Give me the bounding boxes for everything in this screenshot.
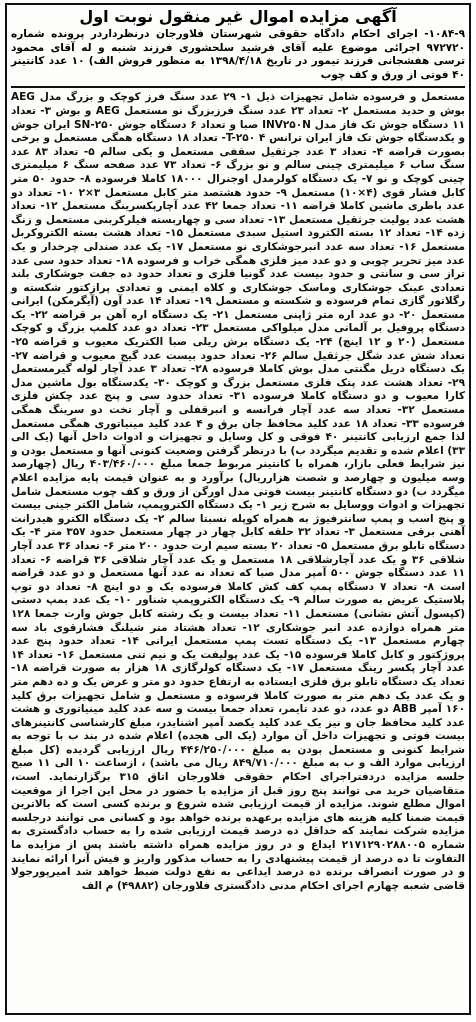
notice-body-paragraph: مستعمل و فرسوده شامل تجهیزات ذیل ۱- ۲۹ عدد سنگ فرز کوچک و بزرگ مدل AEG بوش و حدید مستعمل ۲- تعداد ۲۳ عدد سنگ فرزبزرگ نو مستعمل AEG و بوش ۳- تعداد ۱۱ دستگاه جوش تک فاز مدل INV۲۵۰N صبا و تعداد ۶ دستگاه جوش SN-۲۵۰ ایران جوش و یکدستگاه جوش تک فاز ایران ترانس T-۲۵۰ ۴- تعداد ۱۸ دستگاه همگی مستعمل و برخی بصورت قراضه ۴- تعداد ۳ عدد جرثقیل سقفی مستعمل و یکی سالم ۵- تعداد ۸۳ عدد سنگ ساب ۶ میلیمتری چینی سالم و نو بزرگ ۶- تعداد ۷۳ عدد صفحه سنگ ۶ میلیمتری چینی کوچک و نو ۷- یک دستگاه کولرمدل اوجنرال ۱۸۰۰۰ کاملا فرسوده ۸- حدود ۵۰ متر کابل فشار قوی (۴×۱۰) مستعمل ۹- حدود هشتصد متر کابل مستعمل ۳×۲ ۱۰- تعداد دو عدد باطری ماشین کاملا قراضه ۱۱- تعداد جمعا ۴۲ عدد آچارپکسرینگ مستعمل ۱۲- تعداد هشت عدد یولیت جرثقیل مستعمل ۱۳- تعداد سی و چهاربسته فیلرکربنی مستعمل و زنگ زده ۱۴- تعداد ۱۲ بسته الکترود استیل سبدی مستعمل ۱۵- تعداد هشت بسته الکتروکربل مستعمل ۱۶- تعداد سه عدد انبرجوشکاری نو مستعمل ۱۷- یک عدد صندلی چرخدار و یک عدد میز تحریر چوبی و دو عدد میز فلزی همگی خراب و فرسوده ۱۸- تعداد حدود سی عدد تراز سی و سانتی و حدود بیست عدد گونیا فلزی و تعداد حدود ده جفت جوشکاری بلند تعدادی عینک جوشکاری وماسک جوشکاری و کلاه ایمنی و تعدادی پرازکتور شکسته و رگلاتور گازی تمام فرسوده و شکسته و مستعمل ۱۹- تعداد ۱۴ عدد آون (آیگرمکن) ایرانی مستعمل ۲۰- دو عدد اره متر ژاپنی مستعمل ۲۱- یک دستگاه اره آهن بر قراضه ۲۲- یک دستگاه پروفیل بر آلمانی مدل میلواکی مستعمل ۲۳- تعداد دو عدد کلمپ بزرگ و کوچک مستعمل (۲۰ و ۱۲ اینچ) ۲۴- یک دستگاه برش ریلی صبا الکتریک معیوب و قراضه ۲۵- تعداد شش عدد شگل جرثقیل سالم ۲۶- تعداد حدود بیست عدد گیج معیوب و قراضه ۲۷- یک دستگاه دریل مگنتی مدل بوش کاملا فرسوده ۲۸- تعداد ۳ عدد آچار لوله گیرمستعمل ۲۹- تعداد هشت عدد پتک فلزی مستعمل بزرگ و کوچک ۳۰- یکدستگاه بول ماشین مدل کارا معیوب و دو دستگاه کاملا فرسوده ۳۱- تعداد حدود سی و پنج عدد چکش فلزی مستعمل ۳۲- تعداد سه عدد آچار فرانسه و انبرقفلی و آچار تخت دو سرینگ همگی فرسوده ۳۳- تعداد ۱۸ عدد کلید محافظ جان برق و ۴ عدد کلید مینیاتوری همگی مستعمل لذا جمع ارزیابی کانتینر ۴۰ فوقی و کل وسایل و تجهیزات و ادوات داخل آنها (یک الی ۳۳) اعلام شده و تقدیم میگردد ب) با درنظر گرفتن وضعیت کنونی آنها و مستعمل بودن و نیز شرایط فعلی بازار، همراه با کانتینر مربوط جمعا مبلغ ۴۰۳/۴۶۰/۰۰۰ ریال (چهارصد وسه میلیون و چهارصد و شصت هزارریال) برآورد و به عنوان قیمت پایه مزایده اعلام میگردد ب) دو دستگاه کانتینر بیست فوتی مدل اورگن از ورق و کف چوب مستعمل شامل تجهیزات و ادوات ووسایل به شرح زیر ۱- یک دستگاه الکتروپمپ، شامل الکتر جینی بیست و پنج اسب و پمپ سانترفیوژ به همراه کوپله نسبتا سالم ۲- یک دستگاه الکترو هیدرانت آهنی برقی مستعمل ۳- تعداد ۳۲ حلقه کابل چهار در چهار مستعمل حدود ۳۵۷ متر ۴- یک دستگاه تابلو برق مستعمل ۵- تعداد ۲۰ بسته سیم ارت حدود ۲۰۰ متر ۶- تعداد ۳۶ عدد آچار شلاقی ۳۶ و یک عدد آچارشلاقی ۱۸ مستعمل و یک عدد آچار شلاقی ۳۶ قراضه ۶- تعداد ۱۱ عدد دستگاه جوش ۵۰۰ آمپر مدل صبا که تعداد نه عدد آنها مستعمل و دو عدد قراضه است ۸- تعداد ۷ دستگاه پمپ کف کش کاملا فرسوده یک و دو اینچ ۸- تعداد دو توپ پلاستیک عریض به صورت سالم ۹- یک دستگاه الکتروپمپ شناور ۱۰- یک عدد بمپ دستی (کپسول آتش نشانی) مستعمل ۱۱- تعداد بیست و یک رشته کابل جوش وارت جمعا ۱۲۸ متر همراه دوازده عدد انبر جوشکاری ۱۲- تعداد هشتاد متر شیلنگ فشارقوی باد سه چهارم مستعمل ۱۳- یک دستگاه تست پمپ مستعمل ایرانی ۱۴- تعداد حدود پنج عدد پروژکتور و کابل کاملا فرسوده ۱۵- یک عدد پولیفت یک و نیم تنی مستعمل ۱۶- تعداد ۱۴ عدد آچار پکسر رینگ مستعمل ۱۷- یک دستگاه کولرگازی ۱۸ هزار به صورت قراضه ۱۸- تعداد یک دستگاه تابلو برق فلزی ایستاده به ارتفاع حدود دو متر و عرض یک و ده دهم متر و یک عدد یک دهم متر به صورت کاملا فرسوده و مستعمل و شامل تجهیزات برق کلید ۱۶۰ آمپر ABB دو عدد، دو عدد تایمر، تعداد جمعا بیست و سه عدد کلید مینیاتوری و هشت عدد کلید محافظ جان و نیز یک عدد کلید یکصد آمپر اشنایدر، مبلغ کارشناسی کانتینرهای بیست فوتی و تجهیزات داخل آن موارد (یک الی هجده) اعلام شده در بند ب با توجه به شرایط کنونی و مستعمل بودن به مبلغ ۴۴۶/۲۵۰/۰۰۰ ریال ارزیابی گردیده (کل مبلغ ارزیابی موارد الف و ب به مبلغ ۸۴۹/۷۱۰/۰۰۰ ریال می باشد) ، ازساعت ۱۰ الی ۱۱ صبح جلسه مزایده دردفتراجرای احکام حقوقی فلاورجان اتاق ۳۱۵ برگزارنماید. است، متقاضیان خرید می توانند پنج روز قبل از مزایده با حضور در محل این اجرا از موقعیت اموال مطلع شوند. مزایده از قیمت ارزیابی شده شروع و برنده کسی است که بالاترین قیمت ضمنا کلیه هزینه های مزایده برعهده برنده خواهد بود و کسانی می توانند درجلسه مزایده شرکت نمایند که حداقل ده درصد قیمت ارزیابی شده را به حساب دادگستری به شماره ۲۱۷۱۲۹۰۲۸۸۰۰۵ ایداع و در روز مزایده همراه داشته باشند پس از مزایده ما التفاوت تا ده درصد از قیمت پیشنهادی را به حساب مذکور واریز و فیش آنرا ارائه نمایند و در صورت انصراف برنده ده درصد ایداعی به نفع دولت ضبط خواهد شد امیرپورجولا قاضی شعبه چهارم اجرای احکام مدنی دادگستری فلاورجان (۴۹۸۸۲) م الف bbox=[11, 91, 466, 892]
notice-title: آگهی مزایده اموال غیر منقول نوبت اول bbox=[79, 7, 397, 26]
notice-header-paragraph: ۱۰۸۴-۹- اجرای احکام دادگاه حقوقی شهرستان فلاورجان درنظرداردر پرونده شماره ۹۷۲۷۲۰ اجرائی موضوع علیه آقای فرشید سلحشوری فرزند شنبه و له آقای محمود ترسی هفشجانی فرزند تیمور در تاریخ ۱۳۹۸/۴/۱۸ به منظور فروش الف) ۱۰ عدد کانتینر ۴۰ فوتی از ورق و کف چوب bbox=[11, 28, 466, 81]
header-divider bbox=[11, 86, 465, 88]
notice-frame bbox=[5, 3, 471, 1015]
